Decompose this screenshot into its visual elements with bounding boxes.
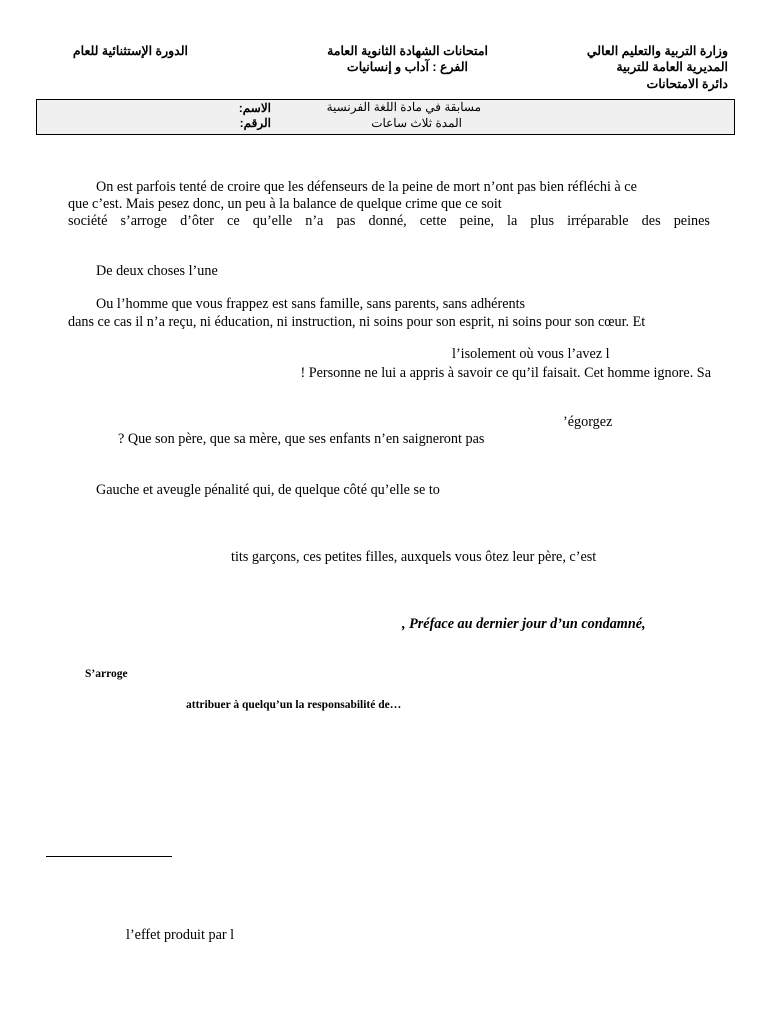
p1-line3-word: n’a [305,213,324,229]
p1-line3-word: société [68,213,108,229]
directorate-title: المديرية العامة للتربية [616,60,728,74]
p1-line3-word: qu’elle [252,213,293,229]
exam-title: امتحانات الشهادة الثانوية العامة [327,44,488,58]
p1-line3-word: donné, [368,213,407,229]
p1-line1: On est parfois tenté de croire que les défenseurs de la peine de mort n’ont pas bien réfléchi à ce [96,179,637,195]
p1-line3-word: peines [673,213,710,229]
question-line: l’effet produit par l [126,927,235,943]
p1-line3 [68,213,710,230]
p5-line: Gauche et aveugle pénalité qui, de quelque côté qu’elle se to [96,482,440,498]
p1-line2: que c’est. Mais pesez donc, un peu à la balance de quelque crime que ce soit [68,196,502,212]
branch-label: الفرع : آداب و إنسانيات [346,60,468,74]
p1-line3-word: peine, [459,213,494,229]
subject-label: مسابقة في مادة اللغة الفرنسية [326,100,481,114]
p2-line: De deux choses l’une [96,263,218,279]
p3-line4: ! Personne ne lui a appris à savoir ce qu’il faisait. Cet homme ignore. Sa [300,365,711,381]
p1-line3-word: ce [227,213,240,229]
session-title: الدورة الإستثنائية للعام [72,44,188,58]
p1-line3-word: irréparable [567,213,629,229]
department-title: دائرة الامتحانات [646,77,728,91]
p1-line3-word: des [641,213,661,229]
p3-line1: Ou l’homme que vous frappez est sans famille, sans parents, sans adhérents [96,296,526,312]
p6-line: tits garçons, ces petites filles, auxquels vous ôtez leur père, c’est [231,549,597,565]
ministry-title: وزارة التربية والتعليم العالي [586,44,728,58]
p1-line3-word: la [507,213,518,229]
name-label: الاسم: [238,101,271,115]
p3-line3: l’isolement où vous l’avez l [452,346,610,362]
glossary-term: S’arroge [85,668,128,680]
exam-info-box [36,99,735,135]
p4-line1: ’égorgez [563,414,613,430]
footnote-separator [46,856,172,857]
p1-line3-word: pas [336,213,356,229]
p1-line3-word: cette [419,213,447,229]
p1-line3-word: d’ôter [180,213,214,229]
p1-line3-word: plus [530,213,555,229]
number-label: الرقم: [239,116,271,130]
p4-line2: ? Que son père, que sa mère, que ses enfants n’en saigneront pas [118,431,485,447]
duration-label: المدة ثلاث ساعات [371,116,462,130]
glossary-definition: attribuer à quelqu’un la responsabilité de… [186,699,402,711]
p1-line3-word: s’arroge [120,213,167,229]
p3-line2: dans ce cas il n’a reçu, ni éducation, ni instruction, ni soins pour son esprit, ni soins pour son cœur. Et [68,314,646,330]
source-citation: , Préface au dernier jour d’un condamné, [402,616,646,632]
